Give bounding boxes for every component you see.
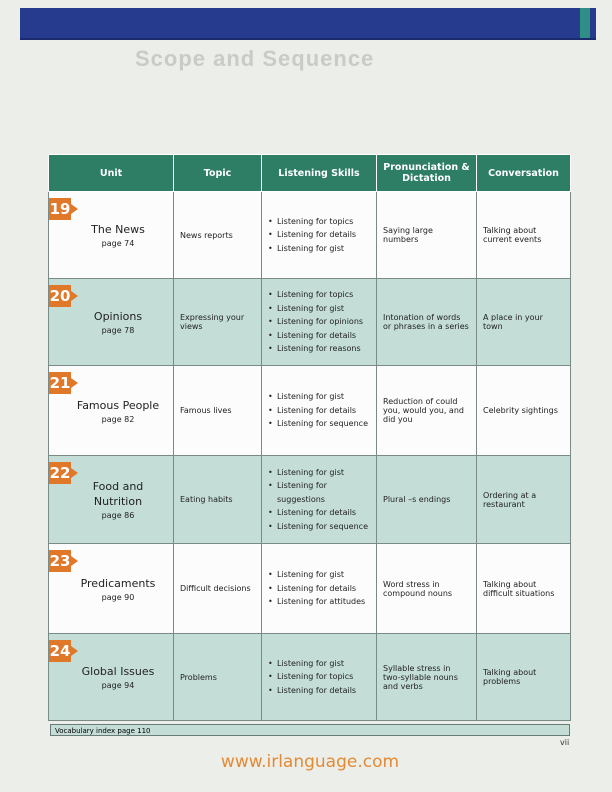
unit-title: Predicaments — [80, 576, 156, 590]
skill-item: • Listening for topics — [268, 670, 370, 684]
skills-cell — [262, 192, 377, 279]
unit-number-badge: 22 — [49, 464, 71, 482]
skill-item: • Listening for attitudes — [268, 595, 370, 609]
unit-title: The News — [91, 223, 145, 236]
pronunciation-cell: Word stress in compound nouns — [377, 544, 477, 634]
page-number: vii — [560, 738, 570, 747]
top-banner — [20, 8, 596, 40]
unit-page: page 94 — [101, 681, 135, 690]
unit-page: page 74 — [101, 239, 135, 248]
skill-item: • Listening for gist — [268, 568, 370, 582]
website-link[interactable]: www.irlanguage.com — [220, 752, 400, 772]
unit-title: Global Issues — [81, 665, 155, 678]
skills-cell — [262, 456, 377, 544]
column-header-conversation: Conversation — [477, 155, 571, 192]
skill-item: • Listening for topics — [268, 215, 370, 229]
column-header-pronunciation: Pronunciation & Dictation — [377, 155, 477, 192]
unit-cell — [49, 634, 174, 721]
skills-cell — [262, 544, 377, 634]
skill-item: • Listening for gist — [268, 242, 370, 256]
faded-heading: Scope and Sequence — [135, 46, 375, 71]
topic-cell: Problems — [174, 634, 262, 721]
unit-cell — [49, 279, 174, 366]
table-row — [49, 544, 571, 634]
skills-cell — [262, 366, 377, 456]
conversation-cell: Talking about problems — [477, 634, 571, 721]
skill-item: • Listening for suggestions — [268, 479, 370, 506]
scope-sequence-table — [48, 154, 571, 721]
unit-cell — [49, 544, 174, 634]
unit-cell — [49, 456, 174, 544]
table-row — [49, 366, 571, 456]
topic-cell: Difficult decisions — [174, 544, 262, 634]
conversation-cell: Talking about difficult situations — [477, 544, 571, 634]
banner-accent — [580, 8, 590, 38]
topic-cell: Famous lives — [174, 366, 262, 456]
skill-item: • Listening for details — [268, 404, 370, 418]
skill-item: • Listening for opinions — [268, 315, 370, 329]
unit-cell — [49, 366, 174, 456]
topic-cell: Eating habits — [174, 456, 262, 544]
conversation-cell: Ordering at a restaurant — [477, 456, 571, 544]
skills-cell — [262, 279, 377, 366]
skill-item: • Listening for gist — [268, 466, 370, 480]
column-header-unit: Unit — [49, 155, 174, 192]
pronunciation-cell: Plural –s endings — [377, 456, 477, 544]
table-row — [49, 456, 571, 544]
conversation-cell: Celebrity sightings — [477, 366, 571, 456]
skill-item: • Listening for details — [268, 684, 370, 698]
skills-cell — [262, 634, 377, 721]
table-row — [49, 279, 571, 366]
unit-number-badge: 19 — [49, 200, 71, 218]
column-header-listening: Listening Skills — [262, 155, 377, 192]
skill-item: • Listening for topics — [268, 288, 370, 302]
conversation-cell: A place in your town — [477, 279, 571, 366]
table-header-row — [49, 155, 571, 192]
topic-cell: Expressing your views — [174, 279, 262, 366]
pronunciation-cell: Saying large numbers — [377, 192, 477, 279]
skill-item: • Listening for details — [268, 228, 370, 242]
unit-page: page 86 — [101, 511, 135, 520]
unit-page: page 78 — [101, 326, 135, 335]
unit-title: Food and Nutrition — [92, 480, 144, 508]
conversation-cell: Talking about current events — [477, 192, 571, 279]
column-header-topic: Topic — [174, 155, 262, 192]
skill-item: • Listening for gist — [268, 302, 370, 316]
pronunciation-cell: Reduction of could you, would you, and did you — [377, 366, 477, 456]
unit-title: Famous People — [76, 398, 160, 412]
unit-title: Opinions — [93, 310, 143, 323]
unit-number-badge: 23 — [49, 552, 71, 570]
skill-item: • Listening for details — [268, 582, 370, 596]
skill-item: • Listening for details — [268, 329, 370, 343]
unit-page: page 90 — [101, 592, 135, 602]
skill-item: • Listening for gist — [268, 390, 370, 404]
pronunciation-cell: Intonation of words or phrases in a series — [377, 279, 477, 366]
unit-page: page 82 — [101, 414, 135, 424]
unit-number-badge: 20 — [49, 287, 71, 305]
unit-number-badge: 21 — [49, 374, 71, 392]
skill-item: • Listening for sequence — [268, 417, 370, 431]
topic-cell: News reports — [174, 192, 262, 279]
vocabulary-index-bar: Vocabulary index page 110 — [50, 724, 570, 736]
unit-cell — [49, 192, 174, 279]
pronunciation-cell: Syllable stress in two-syllable nouns and verbs — [377, 634, 477, 721]
table-row — [49, 192, 571, 279]
skill-item: • Listening for reasons — [268, 342, 370, 356]
skill-item: • Listening for sequence — [268, 520, 370, 534]
skill-item: • Listening for details — [268, 506, 370, 520]
table-row — [49, 634, 571, 721]
skill-item: • Listening for gist — [268, 657, 370, 671]
unit-number-badge: 24 — [49, 642, 71, 660]
